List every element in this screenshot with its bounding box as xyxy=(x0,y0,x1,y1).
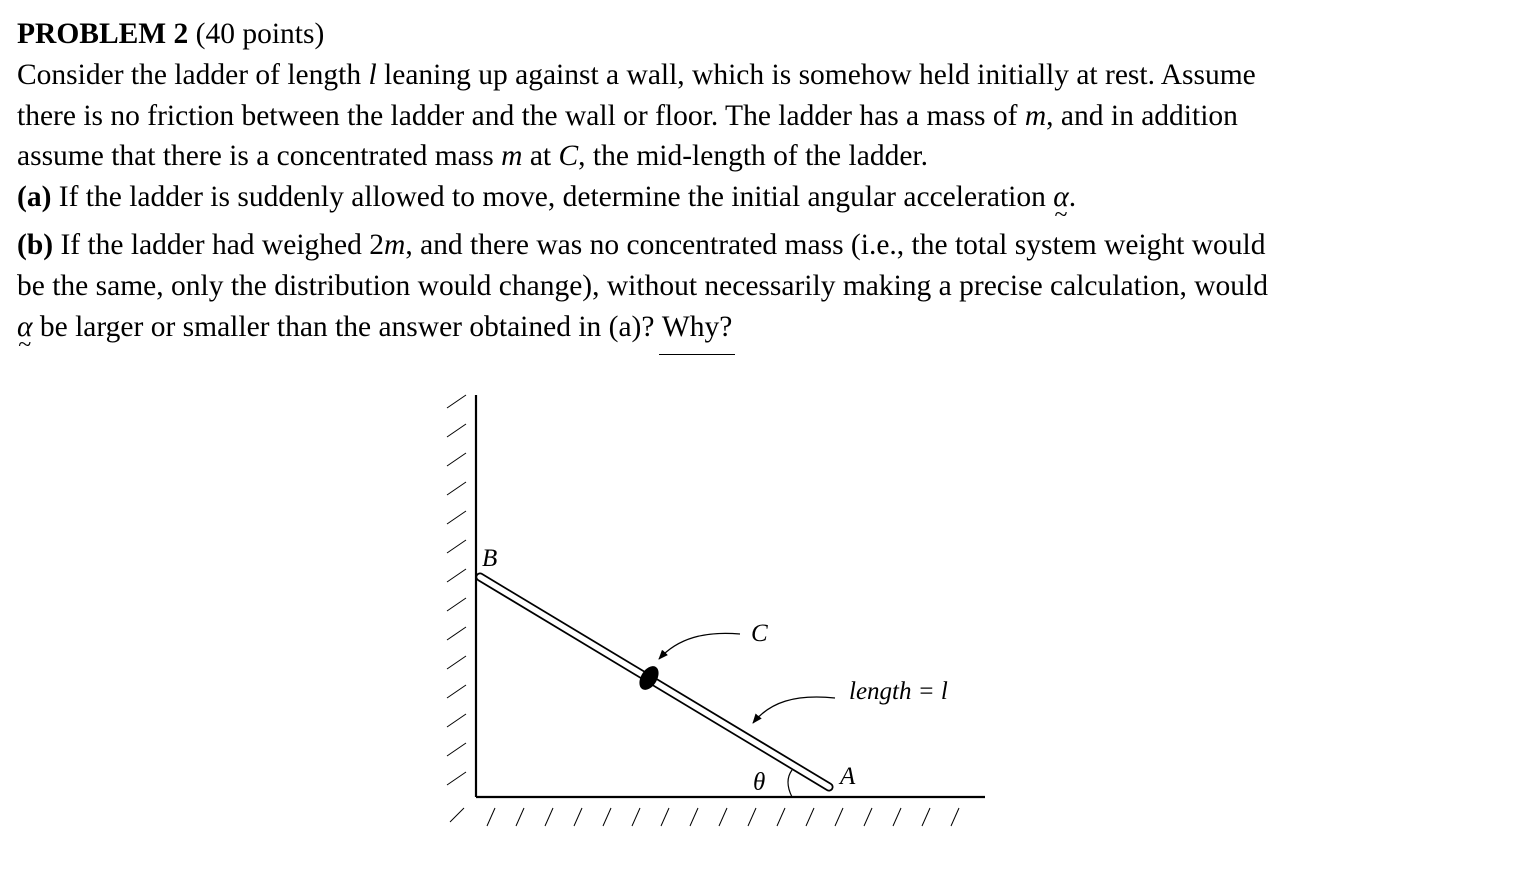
label-b: B xyxy=(482,545,498,572)
theta-arc xyxy=(788,770,792,797)
arrow-to-ladder xyxy=(753,697,835,723)
part-b-label: (b) xyxy=(17,228,54,261)
part-b-line-2: be the same, only the distribution would change), without necessarily making a precise calculation, would xyxy=(17,269,1268,302)
part-a-label: (a) xyxy=(17,181,52,214)
part-b-line-1: (b) If the ladder had weighed 2m, and there was no concentrated mass (i.e., the total system weight would xyxy=(17,228,1266,261)
label-c: C xyxy=(751,620,768,647)
arrow-to-c xyxy=(659,633,740,659)
intro-line-3: assume that there is a concentrated mass m at C, the mid-length of the ladder. xyxy=(17,140,928,173)
problem-heading: PROBLEM 2 xyxy=(17,18,189,50)
intro-line-2: there is no friction between the ladder and the wall or floor. The ladder has a mass of m, and in addition xyxy=(17,99,1238,132)
intro-line-1: Consider the ladder of length l leaning up against a wall, which is somehow held initially at rest. Assume xyxy=(17,58,1256,91)
alpha-vector-b: α ~ xyxy=(17,307,33,348)
var-C: C xyxy=(558,140,579,173)
floor-hatching xyxy=(450,808,959,826)
label-length: length = l xyxy=(849,678,948,705)
label-theta: θ xyxy=(753,769,766,796)
wall-hatching xyxy=(447,395,466,785)
var-m: m xyxy=(1024,99,1047,132)
alpha-vector: α ~ xyxy=(1053,177,1069,218)
part-b-line-3: α ~ be larger or smaller than the answer obtained in (a)? Why? xyxy=(17,307,1437,348)
label-a: A xyxy=(840,763,856,790)
var-l: l xyxy=(368,58,377,91)
part-a-line: (a) If the ladder is suddenly allowed to move, determine the initial angular acceleration α ~. xyxy=(17,177,1437,218)
problem-points: (40 points) xyxy=(195,18,325,50)
why-underlined: Why? xyxy=(662,307,732,348)
